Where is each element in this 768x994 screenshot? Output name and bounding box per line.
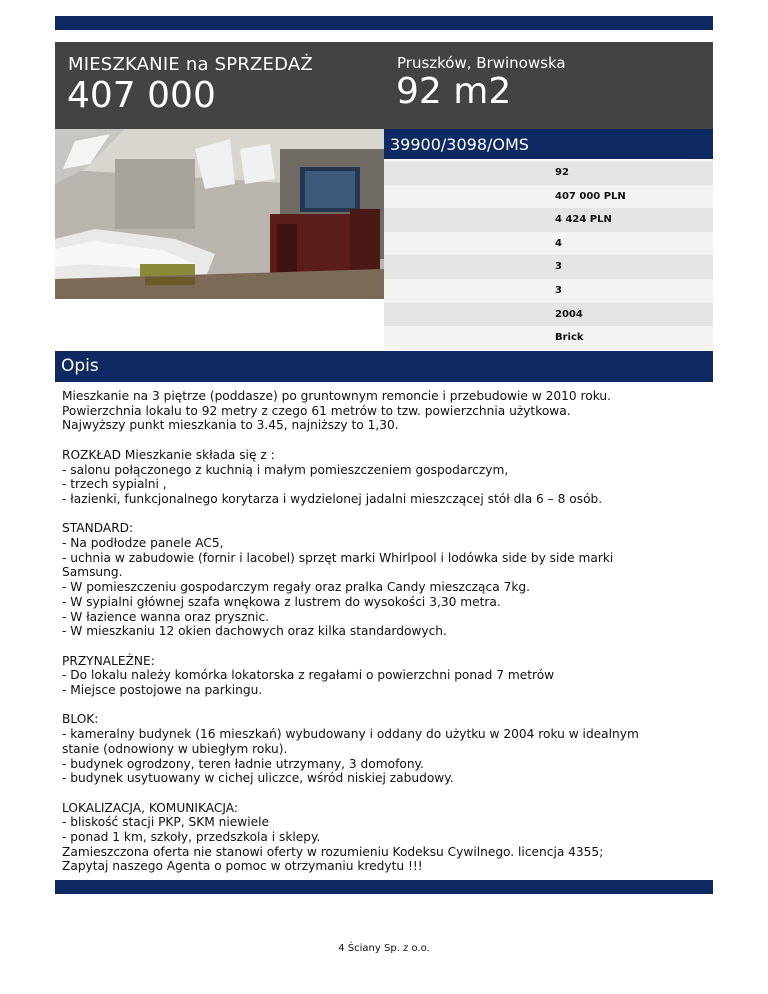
top-decorative-bar bbox=[55, 16, 713, 30]
description-paragraph bbox=[62, 448, 702, 507]
property-photo bbox=[55, 129, 384, 299]
company-footer: 4 Ściany Sp. z o.o. bbox=[338, 943, 430, 954]
description-line: Zapytaj naszego Agenta o pomoc w otrzymaniu kredytu !!! bbox=[62, 859, 423, 874]
description-line: - trzech sypialni , bbox=[62, 477, 167, 492]
description-line: Samsung. bbox=[62, 565, 123, 580]
description-paragraph bbox=[62, 712, 702, 786]
listing-header bbox=[55, 42, 713, 129]
description-line: - Na podłodze panele AC5, bbox=[62, 536, 224, 550]
description-line: - kameralny budynek (16 mieszkań) wybudowany i oddany do użytku w 2004 roku w idealnym bbox=[62, 727, 639, 742]
description-line: LOKALIZACJA, KOMUNIKACJA: bbox=[62, 800, 238, 815]
location: Pruszków, Brwinowska bbox=[397, 54, 566, 72]
area-headline: 92 m2 bbox=[396, 71, 512, 112]
param-row-floors-total: 3 bbox=[384, 279, 713, 303]
description-line: - budynek ogrodzony, teren ładnie utrzymany, 3 domofony. bbox=[62, 756, 424, 771]
description-paragraph bbox=[62, 521, 702, 639]
description-line: stanie (odnowiony w ubiegłym roku). bbox=[62, 741, 288, 756]
description-line: - Do lokalu należy komórka lokatorska z regałami o powierzchni ponad 7 metrów bbox=[62, 668, 555, 683]
description-line: BLOK: bbox=[62, 712, 99, 727]
description-paragraph bbox=[62, 654, 702, 698]
description-line: - W pomieszczeniu gospodarczym regały oraz pralka Candy mieszcząca 7kg. bbox=[62, 580, 530, 595]
reference-bar bbox=[384, 129, 713, 159]
description-line: - Miejsce postojowe na parkingu. bbox=[62, 683, 263, 698]
param-row-price: 407 000 PLN bbox=[384, 185, 713, 209]
param-row-area: 92 bbox=[384, 161, 713, 185]
description-paragraph bbox=[62, 801, 702, 875]
description-line: Najwyższy punkt mieszkania to 3.45, najniższy to 1,30. bbox=[62, 418, 399, 433]
description-line: - W łazience wanna oraz prysznic. bbox=[62, 609, 270, 624]
description-line: PRZYNALEŻNE: bbox=[62, 653, 155, 668]
param-row-floor: 3 bbox=[384, 255, 713, 279]
parameters-table bbox=[384, 161, 713, 350]
param-row-year-built: 2004 bbox=[384, 303, 713, 327]
section-title: Opis bbox=[61, 356, 99, 376]
reference-number: 39900/3098/OMS bbox=[390, 135, 529, 154]
description-line: - łazienki, funkcjonalnego korytarza i wydzielonej jadalni mieszczącej stół dla 6 – 8 osób. bbox=[62, 491, 603, 506]
description-line: Mieszkanie na 3 piętrze (poddasze) po gruntownym remoncie i przebudowie w 2010 roku. bbox=[62, 389, 611, 403]
bottom-decorative-bar bbox=[55, 880, 713, 894]
price-headline: 407 000 bbox=[67, 75, 216, 116]
description-line: Zamieszczona oferta nie stanowi oferty w rozumieniu Kodeksu Cywilnego. licencja 4355; bbox=[62, 844, 604, 859]
description-line: - budynek usytuowany w cichej uliczce, wśród niskiej zabudowy. bbox=[62, 771, 454, 786]
description-section-header bbox=[55, 351, 713, 382]
description-line: ROZKŁAD Mieszkanie składa się z : bbox=[62, 447, 275, 462]
offer-type: MIESZKANIE na SPRZEDAŻ bbox=[68, 54, 313, 75]
description-paragraph bbox=[62, 389, 702, 433]
description-line: - W mieszkaniu 12 okien dachowych oraz kilka standardowych. bbox=[62, 624, 447, 639]
description-line: - uchnia w zabudowie (fornir i lacobel) sprzęt marki Whirlpool i lodówka side by side marki bbox=[62, 550, 614, 565]
description-line: - ponad 1 km, szkoły, przedszkola i sklepy. bbox=[62, 830, 321, 845]
param-row-rooms: 4 bbox=[384, 232, 713, 256]
description-line: - salonu połączonego z kuchnią i małym pomieszczeniem gospodarczym, bbox=[62, 462, 509, 477]
description-line: - bliskość stacji PKP, SKM niewiele bbox=[62, 815, 269, 830]
param-row-price-per-m2: 4 424 PLN bbox=[384, 208, 713, 232]
description-line: STANDARD: bbox=[62, 521, 134, 536]
description-line: - W sypialni głównej szafa wnękowa z lustrem do wysokości 3,30 metra. bbox=[62, 594, 501, 609]
param-row-material: Brick bbox=[384, 326, 713, 350]
description-body bbox=[62, 389, 702, 874]
description-line: Powierzchnia lokalu to 92 metry z czego 61 metrów to tzw. powierzchnia użytkowa. bbox=[62, 403, 571, 418]
